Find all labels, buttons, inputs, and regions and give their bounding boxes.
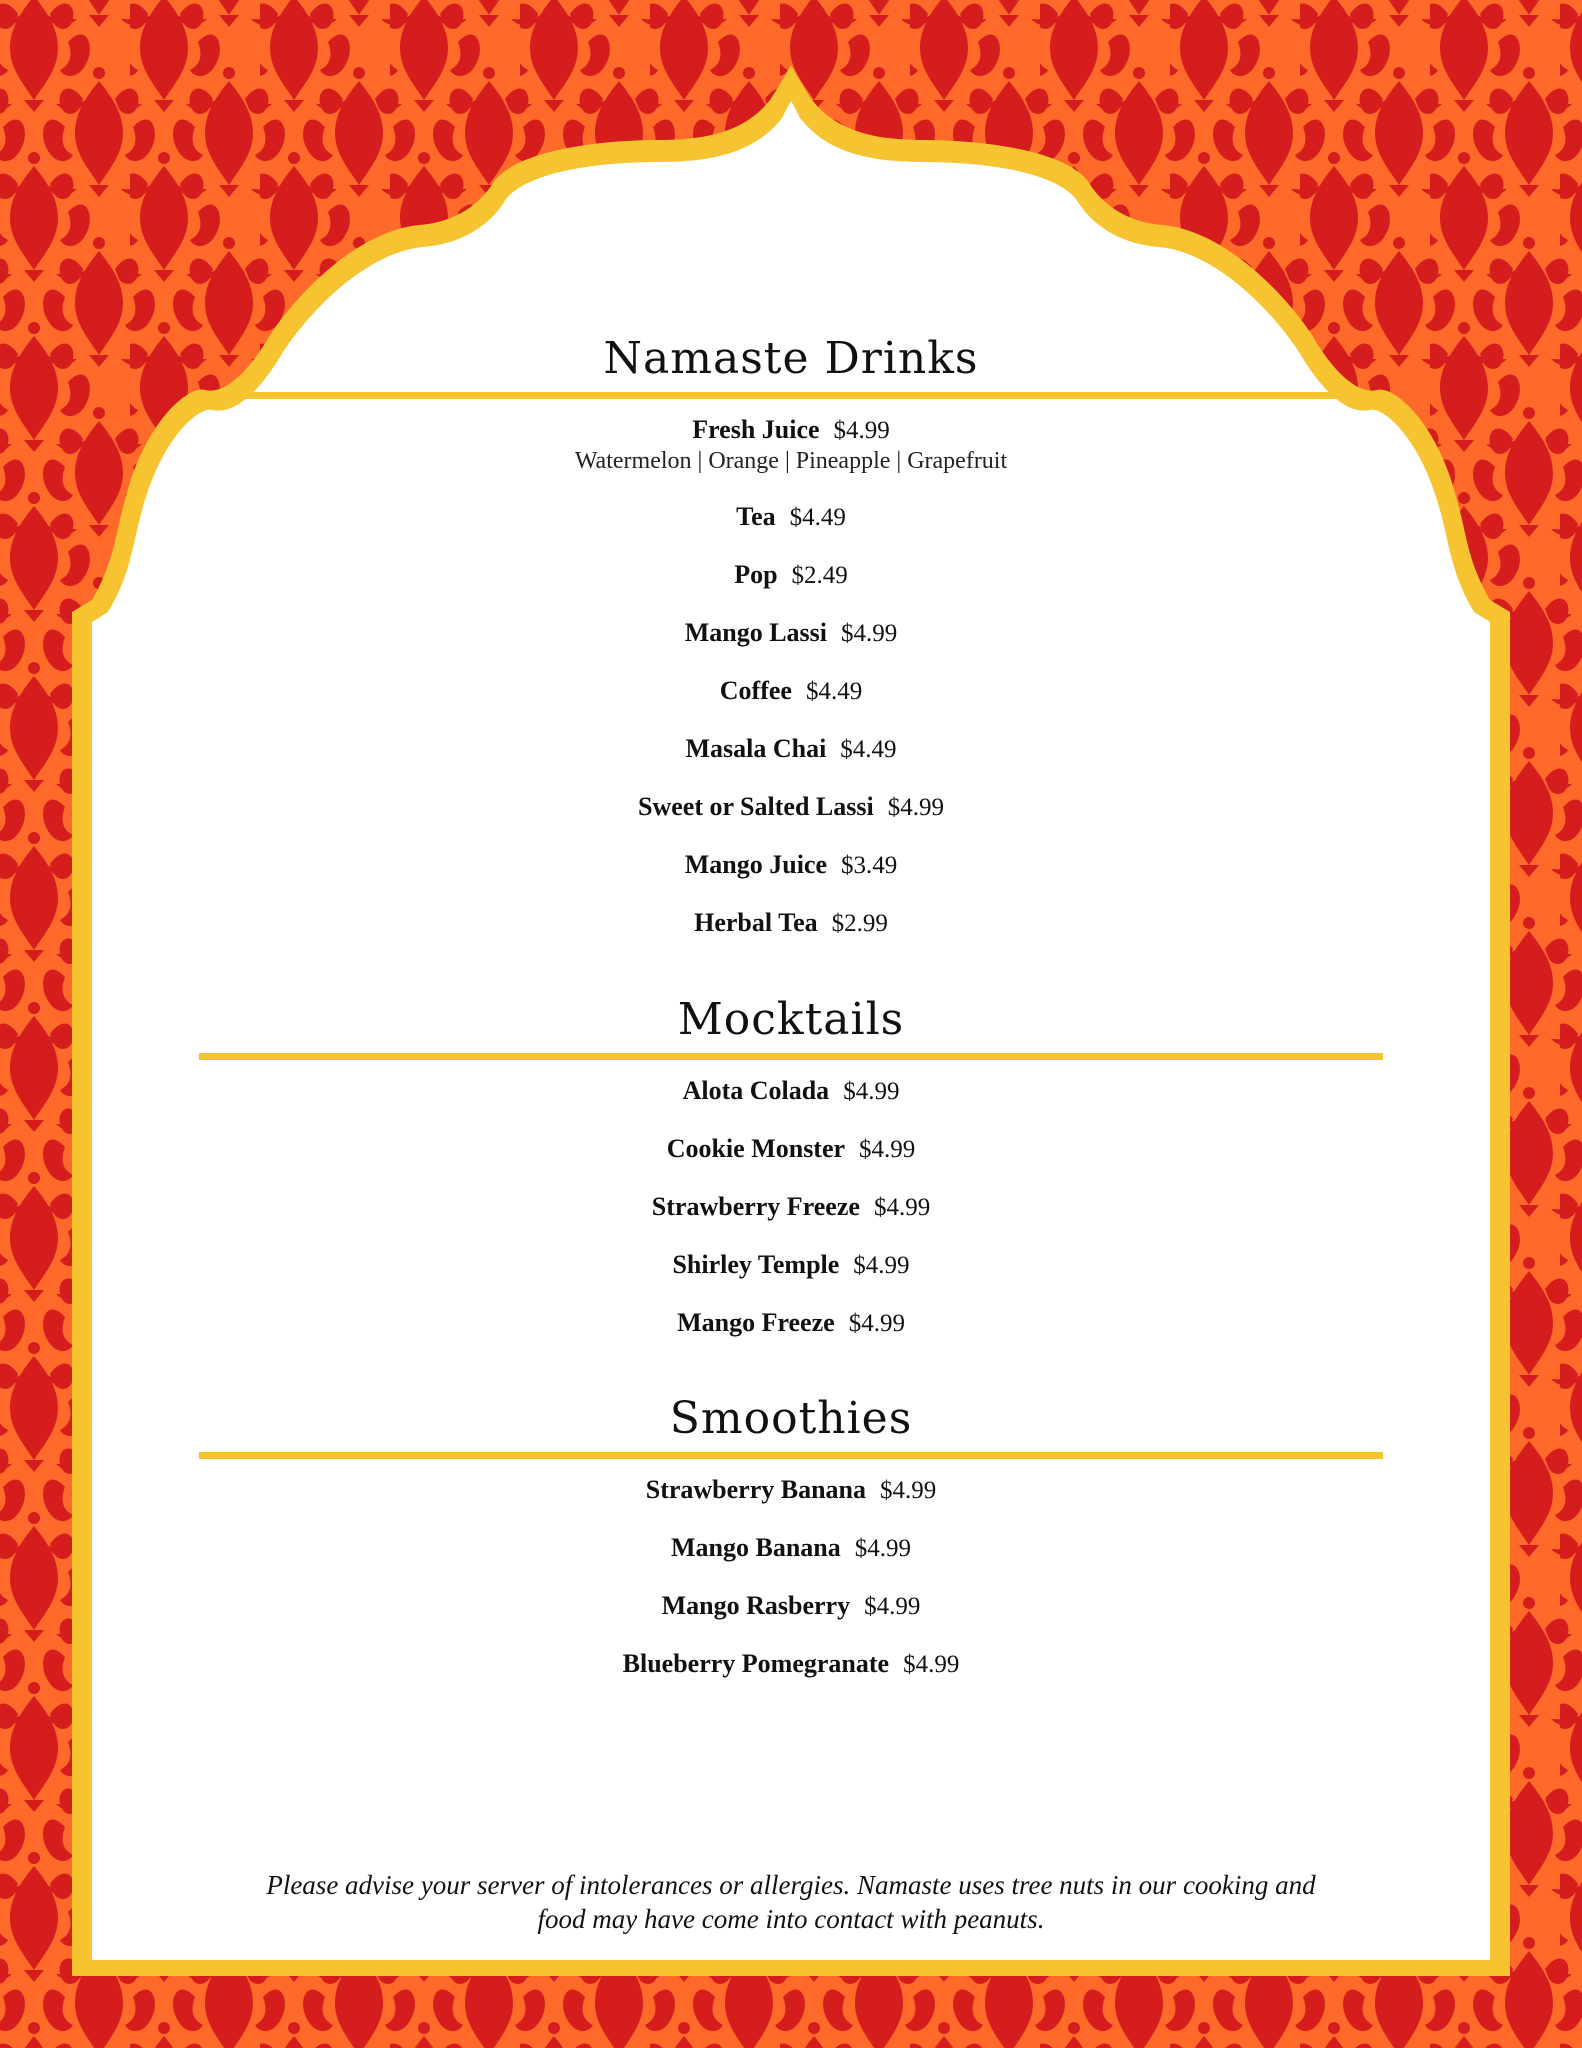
item-price: $4.99 bbox=[843, 1078, 900, 1105]
item-price: $4.99 bbox=[873, 1194, 931, 1221]
item-name: Strawberry Banana bbox=[645, 1475, 867, 1504]
menu-item-mango-juice bbox=[0, 852, 1582, 878]
item-name: Mango Rasberry bbox=[661, 1591, 851, 1620]
item-price: $4.49 bbox=[840, 736, 897, 763]
item-name: Alota Colada bbox=[682, 1076, 830, 1105]
menu-item-blueberry-pomegranate bbox=[0, 1651, 1582, 1677]
item-price: $3.49 bbox=[841, 852, 898, 879]
item-price: $4.99 bbox=[864, 1593, 921, 1620]
menu-item-shirley-temple bbox=[0, 1252, 1582, 1278]
allergy-notice-line-2: food may have come into contact with peanuts. bbox=[537, 1904, 1045, 1934]
menu-item-strawberry-banana bbox=[0, 1477, 1582, 1503]
menu-item-mango-lassi bbox=[0, 620, 1582, 646]
menu-item-cookie-monster bbox=[0, 1136, 1582, 1162]
item-price: $4.99 bbox=[887, 794, 944, 821]
menu-item-pop bbox=[0, 562, 1582, 588]
menu-item-coffee bbox=[0, 678, 1582, 704]
item-name: Sweet or Salted Lassi bbox=[638, 792, 874, 821]
menu-item-alota-colada bbox=[0, 1078, 1582, 1104]
allergy-notice bbox=[210, 1868, 1372, 1936]
item-price: $2.49 bbox=[791, 562, 848, 589]
section-divider bbox=[199, 1053, 1383, 1060]
section-title-smoothies: Smoothies bbox=[669, 1393, 913, 1444]
menu-item-mango-banana bbox=[0, 1535, 1582, 1561]
item-name: Tea bbox=[736, 502, 776, 531]
menu-item-masala-chai bbox=[0, 736, 1582, 762]
item-price: $4.99 bbox=[833, 417, 890, 444]
menu-item-mango-rasberry bbox=[0, 1593, 1582, 1619]
section-title-mocktails: Mocktails bbox=[677, 994, 905, 1045]
menu-item-sweet-or-salted-lassi bbox=[0, 794, 1582, 820]
item-name: Herbal Tea bbox=[694, 908, 818, 937]
menu-item-strawberry-freeze bbox=[0, 1194, 1582, 1220]
item-price: $4.99 bbox=[903, 1651, 960, 1678]
item-price: $4.99 bbox=[854, 1535, 911, 1562]
section-divider bbox=[199, 392, 1383, 399]
item-price: $4.99 bbox=[853, 1252, 910, 1279]
item-flavors: Watermelon | Orange | Pineapple | Grapefruit bbox=[574, 448, 1008, 474]
item-name: Pop bbox=[734, 560, 778, 589]
item-name: Fresh Juice bbox=[692, 415, 820, 444]
item-name: Mango Lassi bbox=[684, 618, 828, 647]
item-name: Cookie Monster bbox=[666, 1134, 846, 1163]
item-name: Coffee bbox=[719, 676, 792, 705]
item-name: Masala Chai bbox=[685, 734, 827, 763]
item-price: $4.99 bbox=[848, 1310, 905, 1337]
item-name: Mango Juice bbox=[684, 850, 827, 879]
item-name: Blueberry Pomegranate bbox=[622, 1649, 890, 1678]
item-price: $4.99 bbox=[859, 1136, 916, 1163]
section-divider bbox=[199, 1452, 1383, 1459]
menu-item-tea bbox=[0, 504, 1582, 530]
item-name: Strawberry Freeze bbox=[651, 1192, 860, 1221]
menu-item-herbal-tea bbox=[0, 910, 1582, 936]
item-name: Mango Freeze bbox=[677, 1308, 835, 1337]
item-price: $4.49 bbox=[805, 678, 863, 705]
section-title-namaste-drinks: Namaste Drinks bbox=[603, 333, 979, 384]
item-price: $4.49 bbox=[789, 504, 846, 531]
allergy-notice-line-1: Please advise your server of intolerances or allergies. Namaste uses tree nuts in our cooking and bbox=[266, 1870, 1316, 1900]
item-name: Mango Banana bbox=[670, 1533, 841, 1562]
item-name: Shirley Temple bbox=[672, 1250, 840, 1279]
menu-item-fresh-juice bbox=[0, 417, 1582, 443]
item-price: $4.99 bbox=[841, 620, 898, 647]
menu-item-mango-freeze bbox=[0, 1310, 1582, 1336]
item-price: $4.99 bbox=[880, 1477, 937, 1504]
item-price: $2.99 bbox=[831, 910, 888, 937]
